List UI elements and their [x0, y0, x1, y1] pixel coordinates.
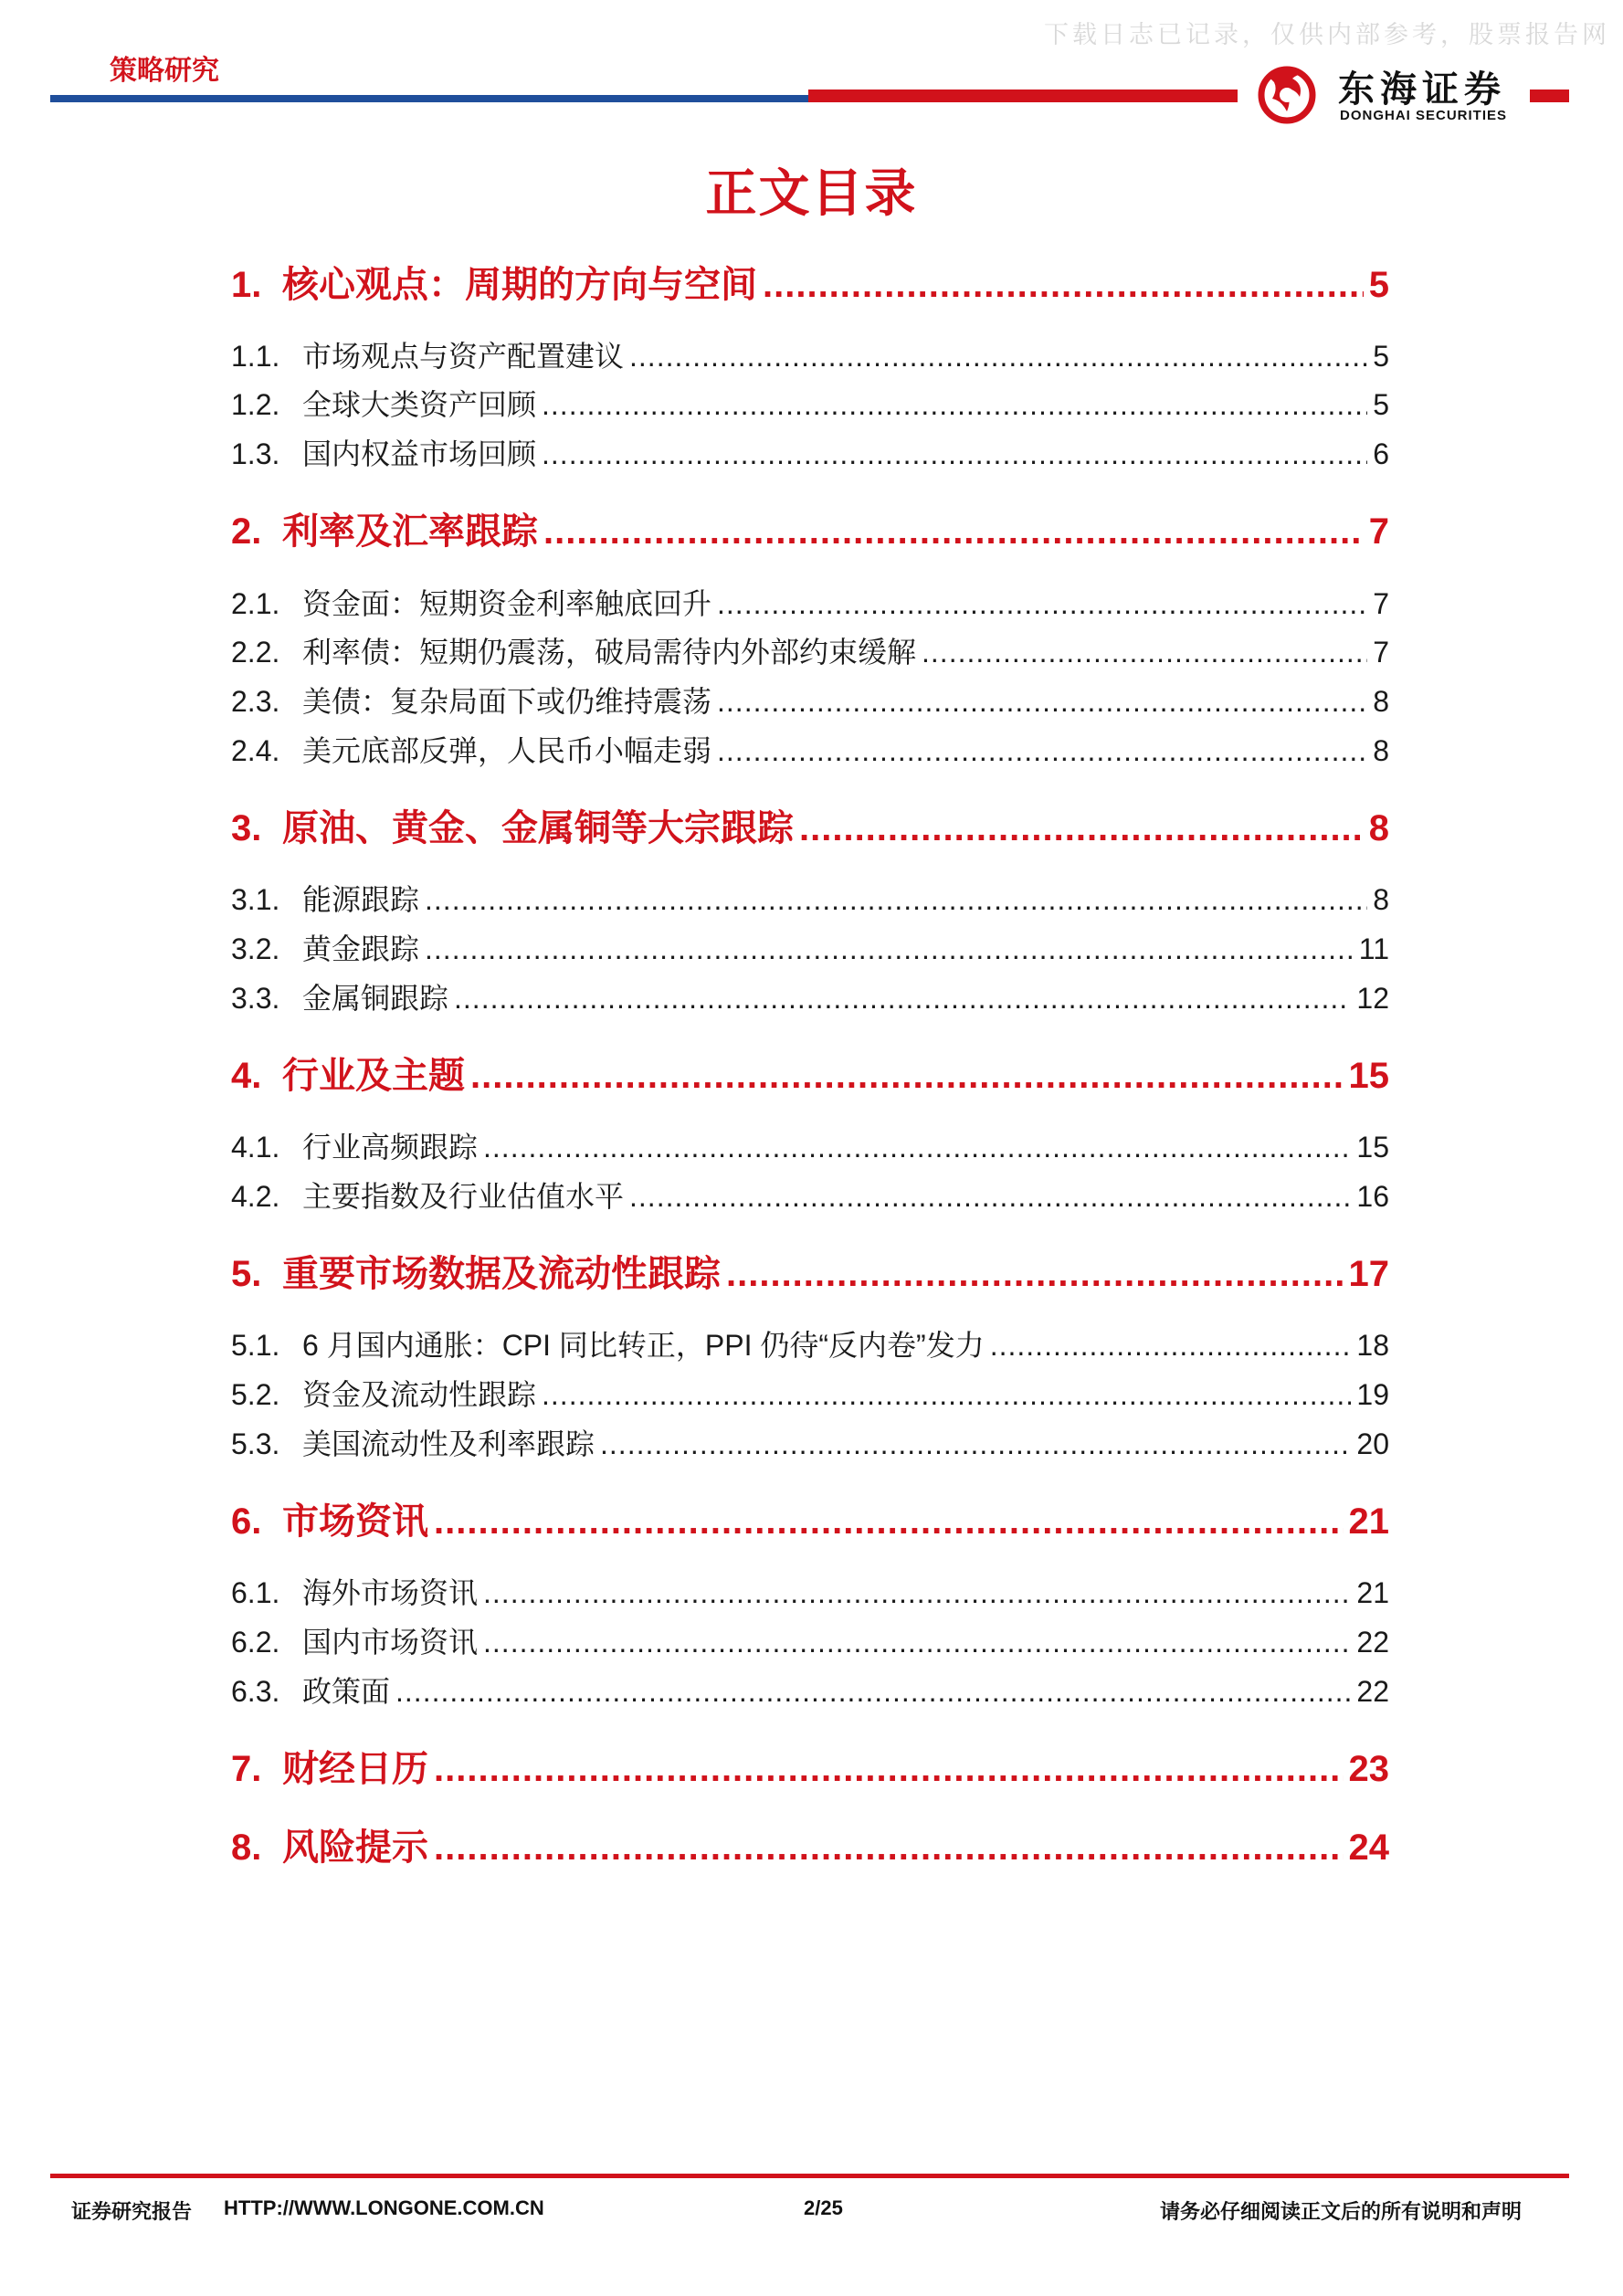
toc-entry-number: 6.1.: [231, 1576, 280, 1609]
toc-entry-number: 7.: [231, 1749, 262, 1789]
toc-entry-label: 核心观点：周期的方向与空间: [282, 265, 757, 305]
toc-entry-leader: [799, 808, 1364, 849]
toc-entry-number: 1.3.: [231, 437, 280, 470]
toc-entry-page: 7: [1368, 511, 1389, 552]
toc-entry-label: 风险提示: [282, 1827, 428, 1868]
toc-section-entry[interactable]: [231, 1322, 1389, 1364]
toc-section-entry[interactable]: [231, 382, 1389, 424]
toc-section-entry[interactable]: [231, 1619, 1389, 1661]
toc-entry-label: 金属铜跟踪: [302, 982, 449, 1015]
toc-entry-label: 市场观点与资产配置建议: [302, 340, 625, 373]
toc-entry-label: 主要指数及行业估值水平: [302, 1180, 625, 1213]
toc-entry-number: 3.2.: [231, 932, 280, 965]
toc-entry-leader: [717, 587, 1367, 621]
toc-entry-page: 19: [1356, 1378, 1389, 1411]
toc-entry-number: 5.1.: [231, 1329, 280, 1362]
toc-section-entry[interactable]: [231, 1174, 1389, 1216]
toc-entry-page: 8: [1373, 685, 1389, 718]
toc-entry-label: 资金及流动性跟踪: [302, 1378, 537, 1411]
toc-entry-label: 行业及主题: [282, 1056, 465, 1096]
toc-entry-label: 国内市场资讯: [302, 1626, 479, 1659]
toc-entry-page: 15: [1356, 1131, 1389, 1164]
toc-entry-number: 5.3.: [231, 1427, 280, 1460]
footer-divider: [50, 2174, 1569, 2178]
toc-entry-label: 海外市场资讯: [302, 1576, 479, 1609]
toc-entry-page: 24: [1348, 1827, 1389, 1868]
toc-section-entry[interactable]: [231, 1421, 1389, 1463]
toc-entry-number: 1.: [231, 265, 262, 305]
toc-section-entry[interactable]: [231, 679, 1389, 721]
logo-chinese-name: 东海证券: [1338, 69, 1506, 110]
toc-entry-number: 3.: [231, 808, 262, 848]
toc-entry-number: 1.1.: [231, 340, 280, 373]
toc-section-entry[interactable]: [231, 431, 1389, 473]
toc-entry-leader: [542, 388, 1367, 422]
toc-entry-page: 22: [1356, 1626, 1389, 1659]
toc-entry-page: 5: [1373, 388, 1389, 421]
toc-entry-label: 美元底部反弹，人民币小幅走弱: [302, 734, 712, 767]
toc-entry-label: 资金面：短期资金利率触底回升: [302, 587, 712, 620]
company-logo: [1238, 51, 1530, 133]
toc-entry-number: 4.2.: [231, 1180, 280, 1213]
toc-entry-label: 美债：复杂局面下或仍维持震荡: [302, 685, 712, 718]
toc-entry-page: 6: [1373, 437, 1389, 470]
toc-entry-label: 原油、黄金、金属铜等大宗跟踪: [282, 808, 794, 848]
toc-entry-label: 行业高频跟踪: [302, 1131, 479, 1164]
footer-page-number: 2/25: [804, 2196, 843, 2219]
toc-entry-label: 利率及汇率跟踪: [282, 511, 538, 552]
toc-chapter-entry[interactable]: [231, 1492, 1389, 1544]
toc-entry-number: 3.1.: [231, 883, 280, 916]
toc-entry-number: 2.: [231, 511, 262, 552]
toc-chapter-entry[interactable]: [231, 1047, 1389, 1099]
toc-entry-page: 16: [1356, 1180, 1389, 1213]
toc-entry-page: 11: [1358, 932, 1389, 965]
toc-section-entry[interactable]: [231, 1124, 1389, 1166]
toc-entry-page: 23: [1348, 1749, 1389, 1789]
footer-disclaimer: 请务必仔细阅读正文后的所有说明和声明: [1160, 2200, 1523, 2223]
toc-entry-label: 重要市场数据及流动性跟踪: [282, 1254, 721, 1294]
toc-entry-leader: [717, 734, 1367, 768]
toc-entry-number: 2.1.: [231, 587, 280, 620]
footer-report-type: 证券研究报告: [71, 2200, 193, 2223]
toc-entry-page: 21: [1356, 1576, 1389, 1609]
toc-entry-leader: [434, 1827, 1344, 1869]
toc-section-entry[interactable]: [231, 629, 1389, 671]
toc-entry-number: 4.: [231, 1056, 262, 1096]
toc-entry-leader: [922, 636, 1367, 669]
toc-entry-label: 国内权益市场回顾: [302, 437, 537, 470]
toc-entry-page: 15: [1348, 1056, 1389, 1096]
toc-entry-number: 2.3.: [231, 685, 280, 718]
toc-entry-number: 2.2.: [231, 636, 280, 669]
toc-entry-leader: [763, 265, 1364, 306]
toc-entry-leader: [454, 982, 1351, 1016]
toc-entry-number: 5.: [231, 1254, 262, 1294]
toc-entry-page: 22: [1356, 1675, 1389, 1708]
toc-entry-number: 6.3.: [231, 1675, 280, 1708]
toc-entry-page: 17: [1348, 1254, 1389, 1294]
toc-entry-label: 6 月国内通胀：CPI 同比转正，PPI 仍待“反内卷”发力: [302, 1329, 985, 1362]
toc-entry-number: 2.4.: [231, 734, 280, 767]
toc-section-entry[interactable]: [231, 877, 1389, 919]
toc-entry-number: 4.1.: [231, 1131, 280, 1164]
toc-section-entry[interactable]: [231, 728, 1389, 770]
toc-section-entry[interactable]: [231, 926, 1389, 968]
toc-entry-leader: [425, 883, 1367, 917]
toc-chapter-entry[interactable]: [231, 256, 1389, 308]
toc-entry-leader: [483, 1131, 1351, 1164]
toc-section-entry[interactable]: [231, 1570, 1389, 1612]
toc-entry-leader: [629, 340, 1367, 374]
toc-entry-number: 1.2.: [231, 388, 280, 421]
toc-entry-page: 8: [1373, 734, 1389, 767]
toc-chapter-entry[interactable]: [231, 1245, 1389, 1297]
toc-section-entry[interactable]: [231, 1372, 1389, 1414]
toc-entry-label: 利率债：短期仍震荡，破局需待内外部约束缓解: [302, 636, 917, 669]
toc-entry-page: 7: [1373, 587, 1389, 620]
section-tag: 策略研究: [110, 56, 219, 86]
toc-chapter-entry[interactable]: [231, 1818, 1389, 1870]
toc-chapter-entry[interactable]: [231, 502, 1389, 554]
toc-entry-page: 18: [1356, 1329, 1389, 1362]
toc-entry-number: 3.3.: [231, 982, 280, 1015]
toc-entry-number: 8.: [231, 1827, 262, 1868]
toc-chapter-entry[interactable]: [231, 799, 1389, 851]
toc-section-entry[interactable]: [231, 581, 1389, 623]
toc-entry-page: 21: [1348, 1501, 1389, 1542]
toc-section-entry[interactable]: [231, 1669, 1389, 1711]
toc-entry-leader: [990, 1329, 1352, 1363]
toc-entry-label: 市场资讯: [282, 1501, 428, 1542]
toc-entry-label: 美国流动性及利率跟踪: [302, 1427, 595, 1460]
footer-url[interactable]: HTTP://WWW.LONGONE.COM.CN: [224, 2196, 544, 2219]
toc-entry-leader: [542, 437, 1367, 471]
dragon-emblem-icon: [1250, 57, 1323, 130]
toc-entry-page: 7: [1373, 636, 1389, 669]
toc-chapter-entry[interactable]: [231, 1740, 1389, 1792]
toc-entry-leader: [629, 1180, 1351, 1214]
toc-entry-leader: [542, 1378, 1351, 1412]
toc-title: 正文目录: [705, 164, 918, 222]
toc-entry-page: 8: [1373, 883, 1389, 916]
toc-section-entry[interactable]: [231, 975, 1389, 1017]
toc-entry-leader: [726, 1254, 1344, 1295]
toc-section-entry[interactable]: [231, 333, 1389, 375]
toc-entry-label: 能源跟踪: [302, 883, 420, 916]
toc-entry-leader: [717, 685, 1367, 719]
toc-entry-page: 20: [1356, 1427, 1389, 1460]
logo-english-name: DONGHAI SECURITIES: [1340, 108, 1508, 123]
toc-entry-number: 5.2.: [231, 1378, 280, 1411]
toc-entry-leader: [600, 1427, 1351, 1461]
toc-entry-leader: [483, 1576, 1351, 1610]
toc-entry-leader: [543, 511, 1364, 553]
toc-entry-number: 6.2.: [231, 1626, 280, 1659]
toc-entry-page: 12: [1356, 982, 1389, 1015]
toc-entry-label: 黄金跟踪: [302, 932, 420, 965]
toc-entry-page: 5: [1373, 340, 1389, 373]
toc-entry-leader: [470, 1056, 1344, 1097]
header-bar-blue: [50, 95, 808, 102]
toc-entry-number: 6.: [231, 1501, 262, 1542]
toc-entry-leader: [434, 1501, 1344, 1543]
toc-entry-label: 全球大类资产回顾: [302, 388, 537, 421]
toc-entry-leader: [425, 932, 1354, 966]
toc-entry-leader: [483, 1626, 1351, 1659]
toc-entry-page: 8: [1368, 808, 1389, 848]
toc-entry-leader: [395, 1675, 1351, 1709]
toc-entry-label: 财经日历: [282, 1749, 428, 1789]
toc-entry-leader: [434, 1749, 1344, 1790]
watermark: 下载日志已记录，仅供内部参考，股票报告网: [1044, 21, 1610, 49]
toc-entry-label: 政策面: [302, 1675, 391, 1708]
toc-entry-page: 5: [1368, 265, 1389, 305]
